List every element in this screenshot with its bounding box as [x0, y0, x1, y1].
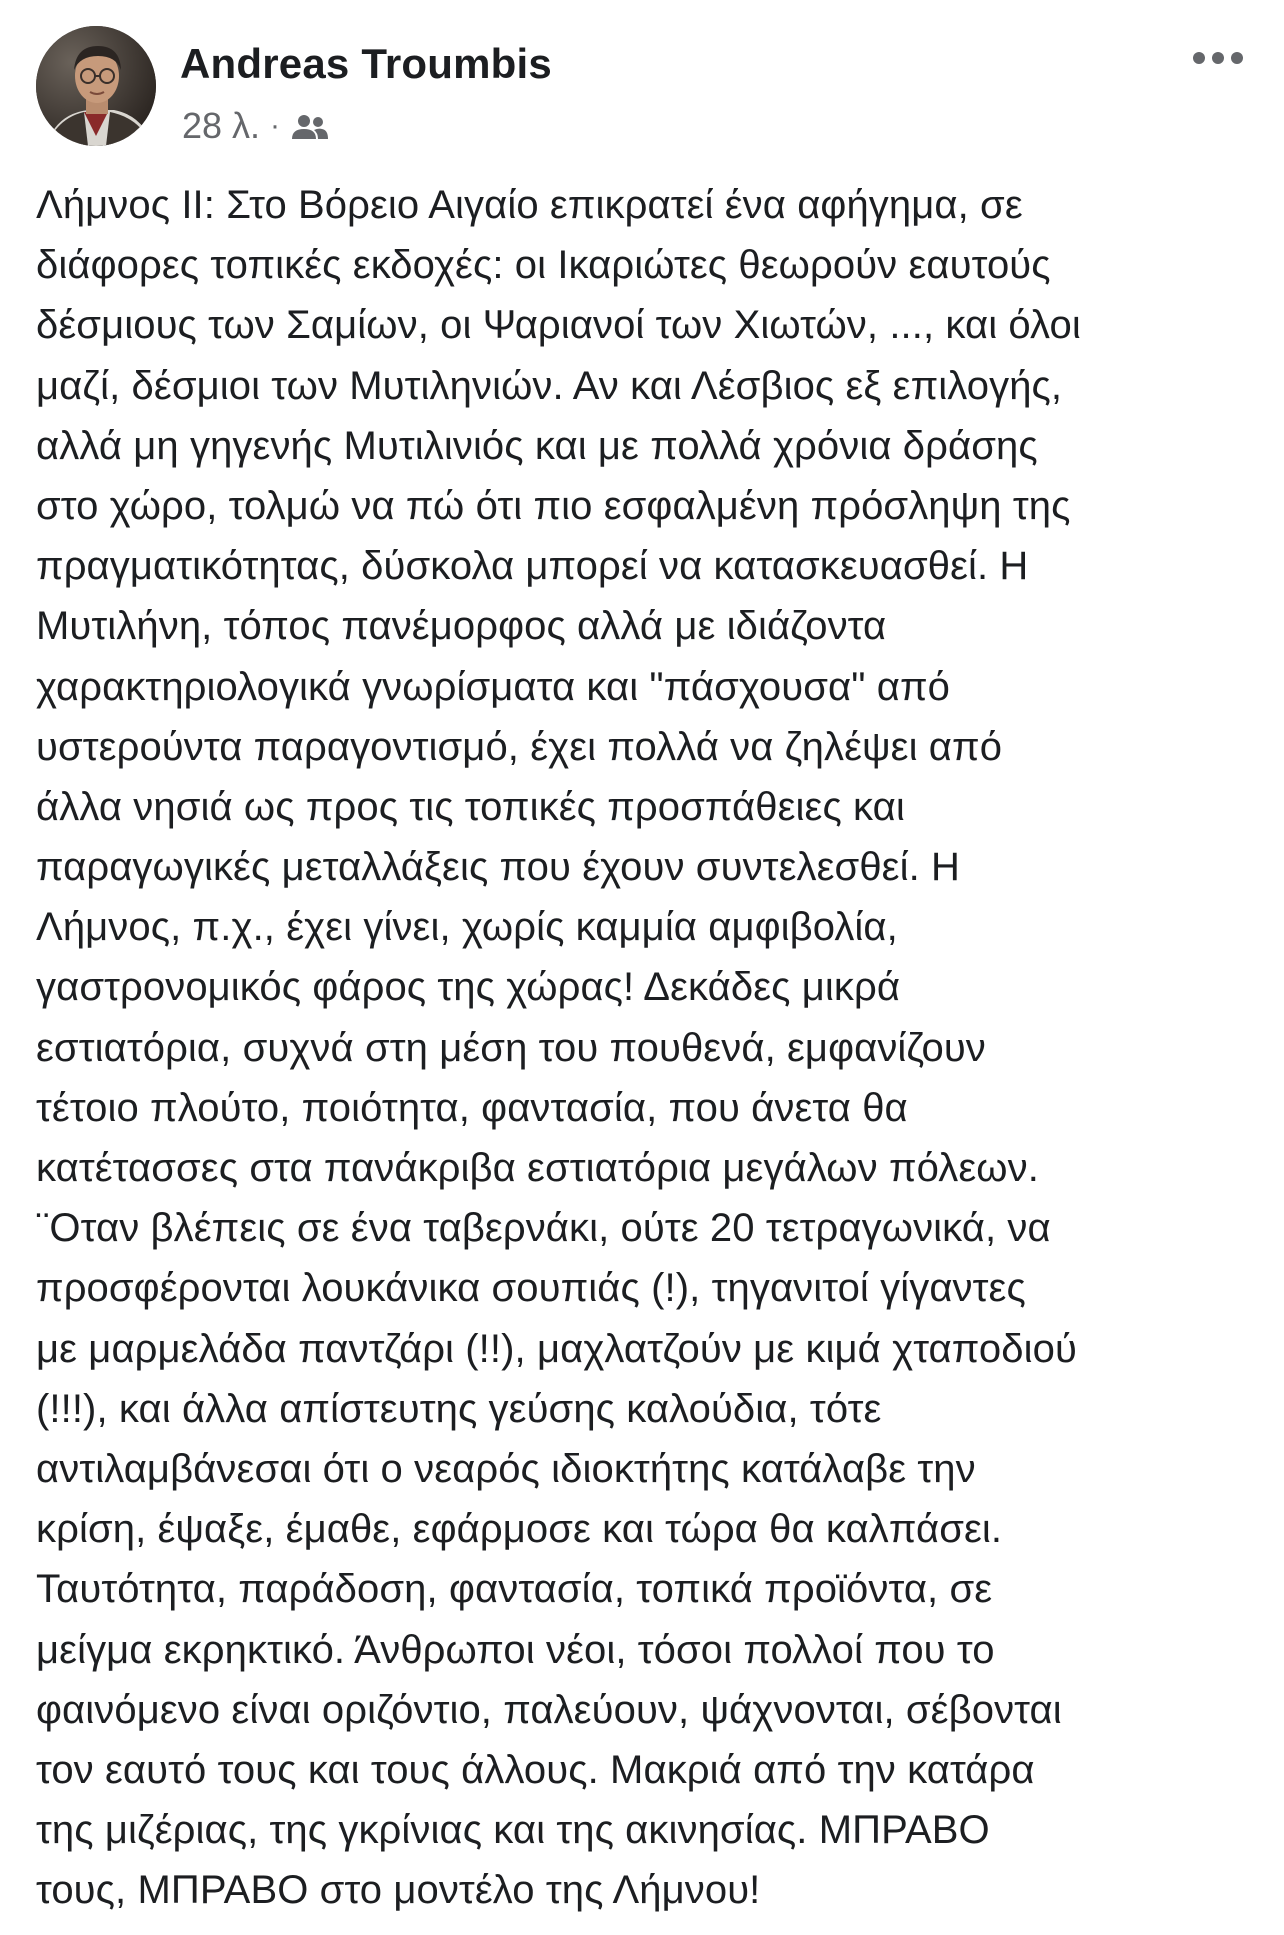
post-text-line: φαινόμενο είναι οριζόντιο, παλεύουν, ψάχνονται, σέβονται	[36, 1687, 1062, 1732]
post-text-line: ¨Οταν βλέπεις σε ένα ταβερνάκι, ούτε 20 τετραγωνικά, να	[36, 1206, 1051, 1251]
post-text	[36, 175, 1256, 1920]
post-text-line: άλλα νησιά ως προς τις τοπικές προσπάθειες και	[36, 784, 905, 829]
post-text-line: δέσμιους των Σαμίων, οι Ψαριανοί των Χιωτών, ..., και όλοι	[36, 303, 1081, 348]
post-text-line: κρίση, έψαξε, έμαθε, εφάρμοσε και τώρα θα καλπάσει.	[36, 1507, 1003, 1552]
more-horizontal-icon	[1192, 51, 1244, 65]
post-text-line: χαρακτηριολογικά γνωρίσματα και "πάσχουσα" από	[36, 664, 950, 709]
author-name[interactable]: Andreas Troumbis	[180, 40, 552, 87]
post-meta	[182, 104, 330, 148]
post-text-line: προσφέρονται λουκάνικα σουπιάς (!), τηγανιτοί γίγαντες	[36, 1266, 1026, 1311]
post-text-line: της μιζέριας, της γκρίνιας και της ακινησίας. ΜΠΡΑΒΟ	[36, 1808, 990, 1853]
post-text-line: τον εαυτό τους και τους άλλους. Μακριά από την κατάρα	[36, 1747, 1035, 1792]
post-text-line: κατέτασσες στα πανάκριβα εστιατόρια μεγάλων πόλεων.	[36, 1146, 1039, 1190]
post-text-line: Λήμνος ΙΙ: Στο Βόρειο Αιγαίο επικρατεί ένα αφήγημα, σε	[36, 183, 1023, 227]
post-text-line: αλλά μη γηγενής Μυτιλινιός και με πολλά χρόνια δράσης	[36, 423, 1038, 468]
post-text-line: εστιατόρια, συχνά στη μέση του πουθενά, εμφανίζουν	[36, 1025, 986, 1070]
post-text-line: αντιλαμβάνεσαι ότι ο νεαρός ιδιοκτήτης κατάλαβε την	[36, 1446, 976, 1491]
post-header	[36, 26, 1248, 150]
post-timestamp[interactable]: 28 λ.	[182, 105, 261, 146]
friends-icon[interactable]	[290, 110, 330, 142]
post-text-line: τέτοιο πλούτο, ποιότητα, φαντασία, που άνετα θα	[36, 1085, 908, 1130]
post-text-line: μείγμα εκρηκτικό. Άνθρωποι νέοι, τόσοι πολλοί που το	[36, 1627, 995, 1672]
post-text-line: (!!!), και άλλα απίστευτης γεύσης καλούδια, τότε	[36, 1386, 882, 1431]
post-text-line: Λήμνος, π.χ., έχει γίνει, χωρίς καμμία αμφιβολία,	[36, 905, 898, 950]
post-text-line: Ταυτότητα, παράδοση, φαντασία, τοπικά προϊόντα, σε	[36, 1567, 993, 1612]
post-text-line: υστερούντα παραγοντισμό, έχει πολλά να ζηλέψει από	[36, 724, 1003, 769]
post-text-line: γαστρονομικός φάρος της χώρας! Δεκάδες μικρά	[36, 965, 901, 1010]
post-text-line: στο χώρο, τολμώ να πώ ότι πιο εσφαλμένη πρόσληψη της	[36, 483, 1071, 528]
more-options-button[interactable]	[1188, 40, 1248, 76]
author-avatar[interactable]	[36, 26, 156, 146]
post-text-line: Μυτιλήνη, τόπος πανέμορφος αλλά με ιδιάζοντα	[36, 604, 887, 649]
post-text-line: μαζί, δέσμιοι των Μυτιληνιών. Αν και Λέσβιος εξ επιλογής,	[36, 363, 1063, 408]
meta-separator: ·	[270, 109, 281, 142]
post-text-line: τους, ΜΠΡΑΒΟ στο μοντέλο της Λήμνου!	[36, 1868, 761, 1913]
post-text-line: διάφορες τοπικές εκδοχές: οι Ικαριώτες θεωρούν εαυτούς	[36, 243, 1051, 288]
profile-photo	[36, 26, 156, 146]
post-text-line: με μαρμελάδα παντζάρι (!!), μαχλατζούν με κιμά χταποδιού	[36, 1326, 1077, 1371]
post-text-line: παραγωγικές μεταλλάξεις που έχουν συντελεσθεί. Η	[36, 845, 960, 890]
post-text-line: πραγματικότητας, δύσκολα μπορεί να κατασκευασθεί. Η	[36, 544, 1029, 589]
